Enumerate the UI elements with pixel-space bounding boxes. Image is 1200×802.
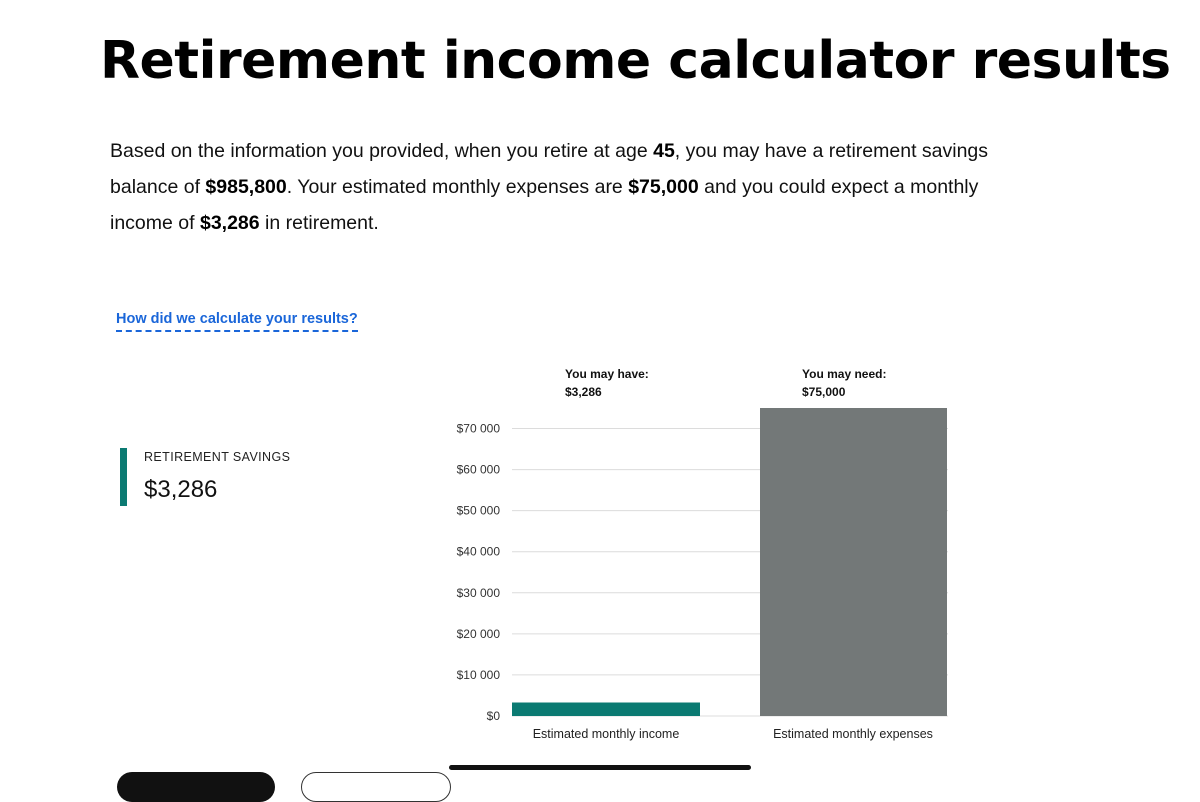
summary-text: Based on the information you provided, when you retire at age [110,140,654,162]
savings-balance-value: $985,800 [205,176,287,198]
retire-age-value: 45 [653,140,675,162]
results-summary [110,133,1010,241]
summary-text: in retirement. [259,212,379,234]
monthly-income-value: $3,286 [199,212,260,234]
y-tick-label: $30 000 [456,585,500,600]
category-label: Estimated monthly income [532,727,680,741]
retirement-savings-card [120,448,290,506]
bar-0 [512,703,700,716]
monthly-expenses-value: $75,000 [628,176,699,198]
y-tick-label: $10 000 [456,667,500,682]
home-indicator [449,765,751,770]
annotation-label: You may need: [802,367,887,381]
retirement-savings-value: $3,286 [144,476,218,503]
summary-text: and you could expect a monthly income of [110,176,979,234]
summary-text: . Your estimated monthly expenses are [286,176,629,198]
y-tick-label: $40 000 [456,544,500,559]
how-calculated-link[interactable]: How did we calculate your results? [116,311,358,332]
y-tick-label: $50 000 [456,503,500,518]
category-label: Estimated monthly expenses [773,727,933,741]
annotation-label: You may have: [565,367,649,381]
y-tick-label: $0 [486,709,500,723]
page-title: Retirement income calculator results [100,31,1171,91]
annotation-value: $3,286 [565,385,602,399]
annotation-value: $75,000 [802,385,846,399]
y-tick-label: $60 000 [456,462,500,477]
summary-text: , you may have a retirement savings balance of [110,140,989,198]
y-tick-label: $70 000 [456,421,500,436]
income-vs-expenses-chart [440,360,960,750]
y-tick-label: $20 000 [456,626,500,641]
retirement-savings-label: RETIREMENT SAVINGS [144,450,291,464]
bar-1 [760,408,947,716]
